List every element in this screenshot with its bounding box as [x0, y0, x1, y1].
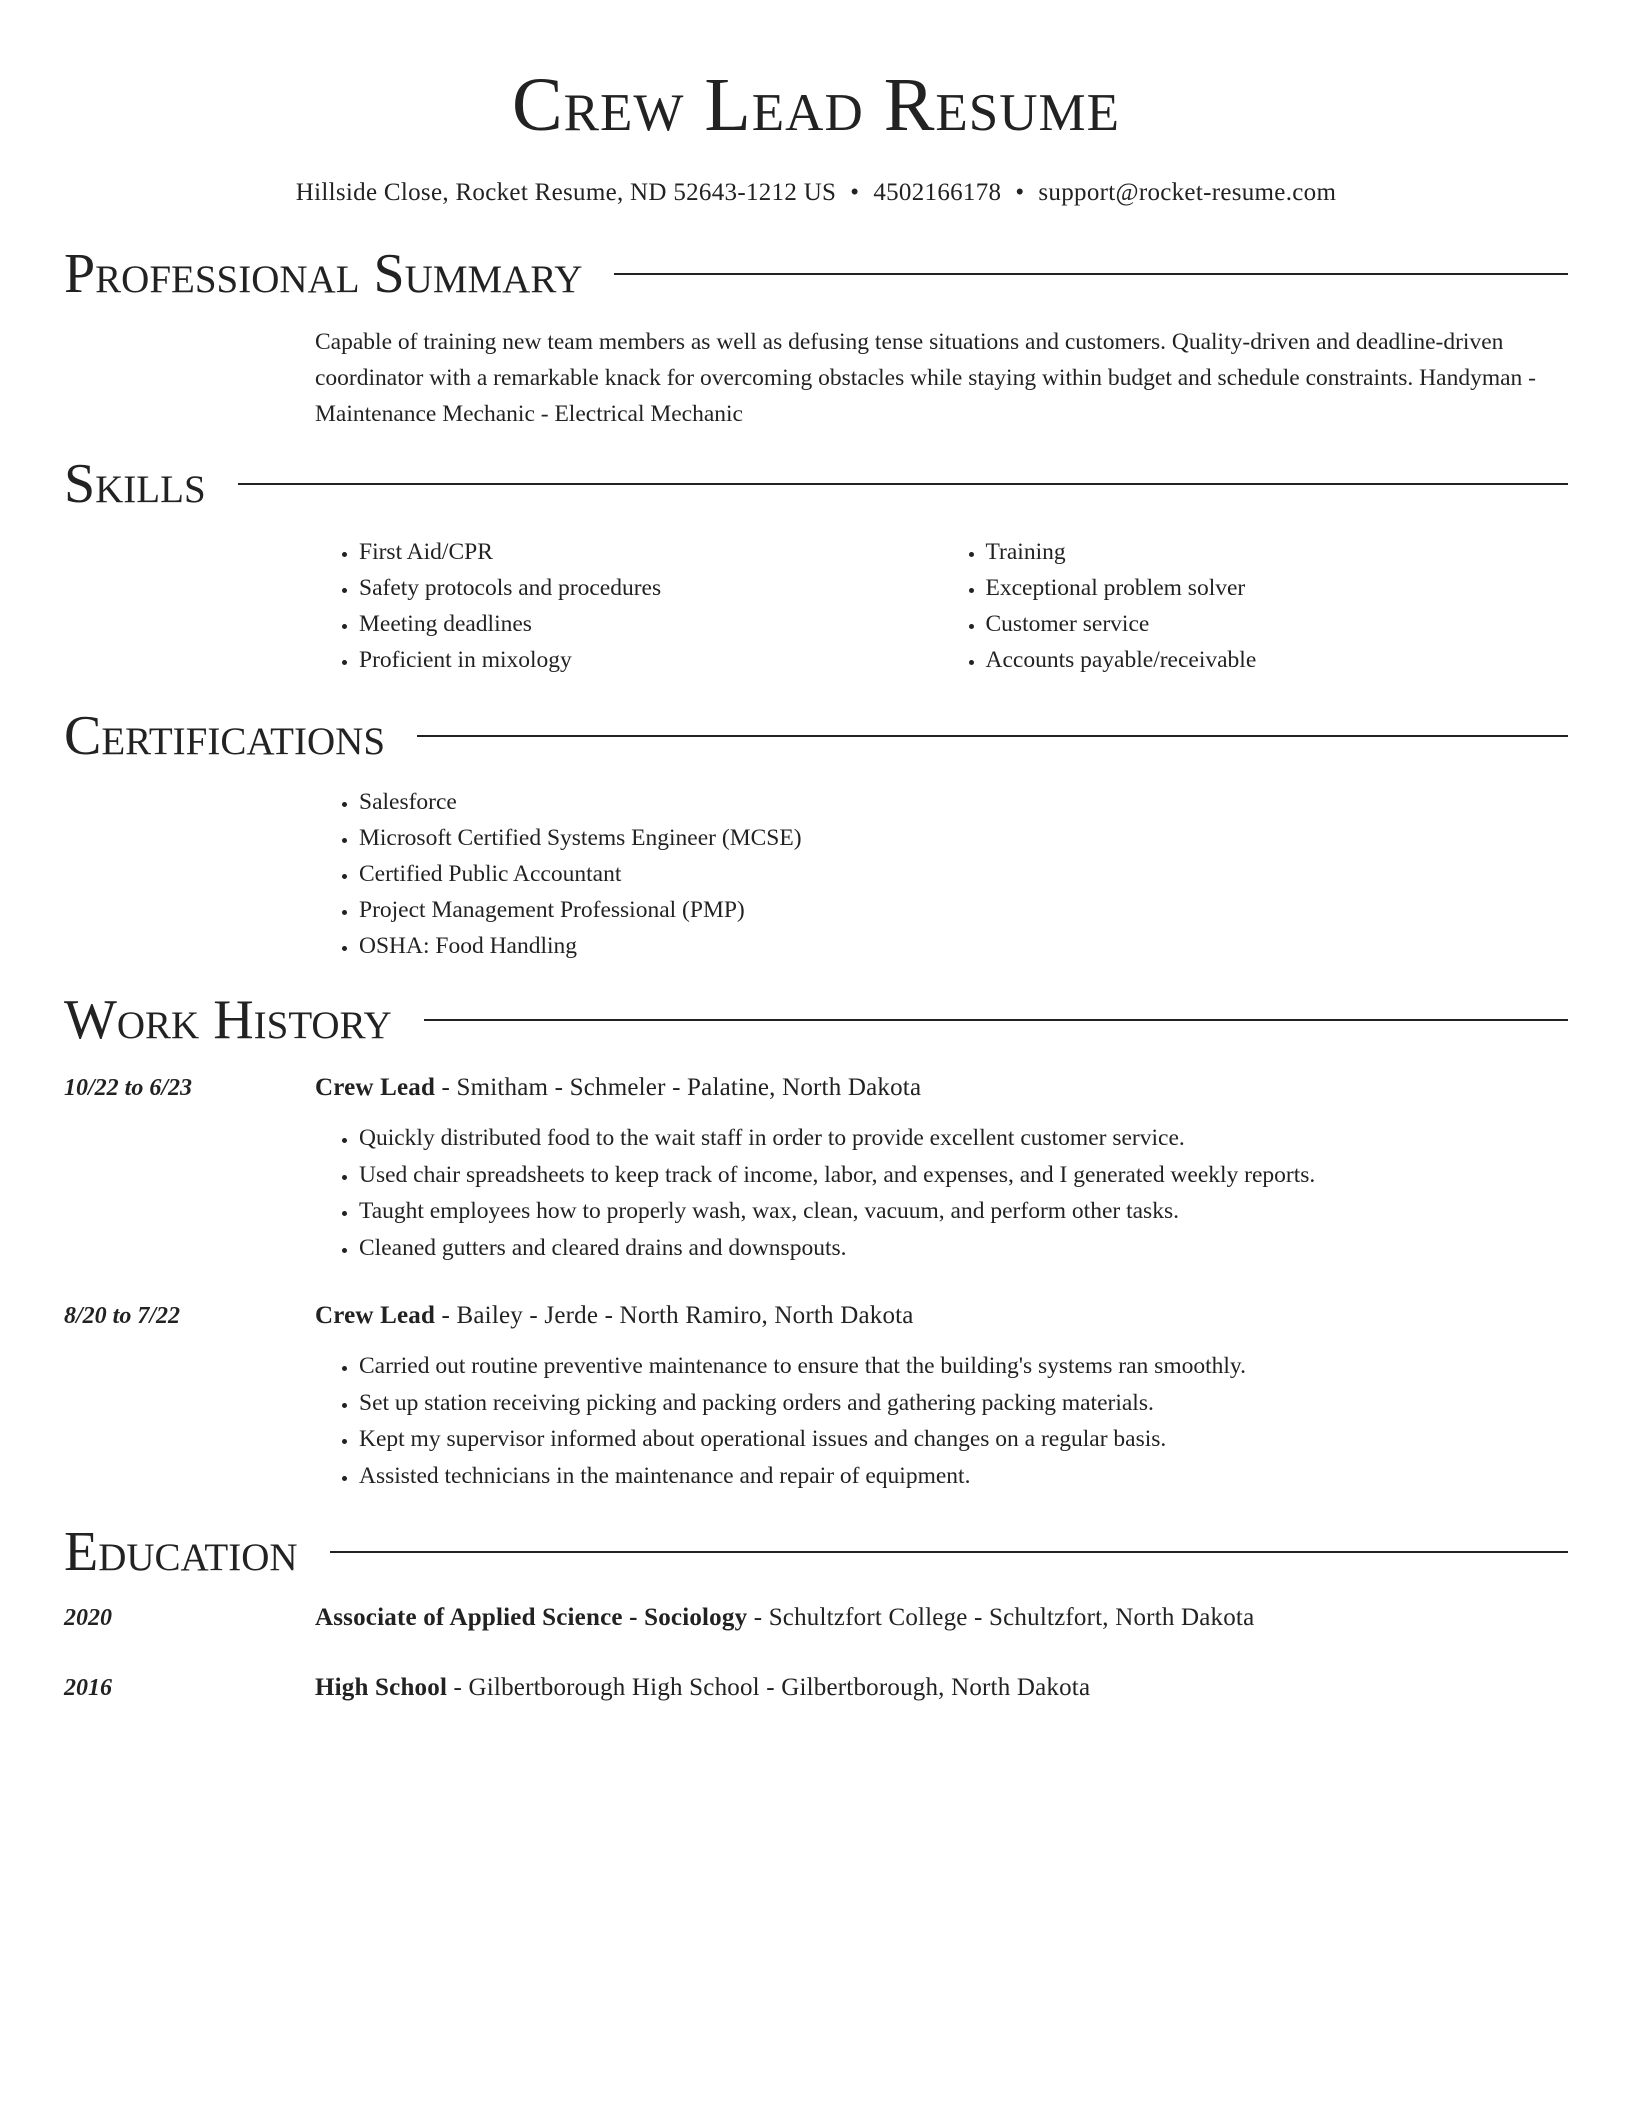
- section-rule: [417, 735, 1568, 737]
- education-entry: [64, 1670, 1568, 1706]
- job-body: [315, 1298, 1568, 1494]
- job-role: Crew Lead: [315, 1302, 436, 1329]
- education-heading: [315, 1670, 1568, 1706]
- section-header: [64, 242, 1568, 306]
- list-item: • Salesforce: [359, 784, 1568, 820]
- contact-line: [64, 178, 1568, 208]
- list-item: • Customer service: [986, 606, 1569, 642]
- job-details: - Smitham - Schmeler - Palatine, North Dakota: [435, 1074, 922, 1101]
- list-item: • Quickly distributed food to the wait staff in order to provide excellent customer service.: [359, 1120, 1568, 1157]
- list-item: • Project Management Professional (PMP): [359, 892, 1568, 928]
- education-heading: [315, 1600, 1568, 1636]
- job-dates: 10/22 to 6/23: [64, 1075, 193, 1101]
- section-title-summary: Professional Summary: [64, 243, 583, 305]
- skills-list-right: [942, 534, 1569, 678]
- list-item: • Cleaned gutters and cleared drains and downspouts.: [359, 1230, 1568, 1267]
- section-rule: [330, 1551, 1568, 1553]
- section-header: [64, 1520, 1568, 1584]
- separator-dot: •: [850, 179, 860, 206]
- education-section: [64, 1520, 1568, 1706]
- section-header: [64, 988, 1568, 1052]
- contact-phone: 4502166178: [873, 179, 1002, 206]
- skills-list-left: [315, 534, 942, 678]
- list-item: • Training: [986, 534, 1569, 570]
- section-header: [64, 452, 1568, 516]
- education-year: 2020: [64, 1605, 112, 1631]
- certifications-section: [64, 704, 1568, 964]
- list-item: • Microsoft Certified Systems Engineer (MCSE): [359, 820, 1568, 856]
- skills-grid: [64, 534, 1568, 678]
- list-item: • Set up station receiving picking and packing orders and gathering packing materials.: [359, 1385, 1568, 1422]
- resume-name: Crew Lead Resume: [511, 63, 1121, 147]
- job-heading: [315, 1298, 1568, 1334]
- contact-email[interactable]: support@rocket-resume.com: [1038, 179, 1337, 206]
- job-heading: [315, 1070, 1568, 1106]
- contact-address: Hillside Close, Rocket Resume, ND 52643-1212 US: [295, 179, 837, 206]
- job-dates: 8/20 to 7/22: [64, 1303, 181, 1329]
- education-school: - Gilbertborough High School - Gilbertborough, North Dakota: [447, 1674, 1091, 1701]
- section-title-skills: Skills: [64, 453, 206, 515]
- education-degree: Associate of Applied Science - Sociology: [315, 1604, 748, 1631]
- list-item: • Exceptional problem solver: [986, 570, 1569, 606]
- job-bullets: [315, 1120, 1568, 1266]
- education-entry: [64, 1600, 1568, 1636]
- list-item: • Kept my supervisor informed about operational issues and changes on a regular basis.: [359, 1421, 1568, 1458]
- list-item: • Assisted technicians in the maintenance and repair of equipment.: [359, 1458, 1568, 1495]
- education-year: 2016: [64, 1675, 112, 1701]
- certifications-body: [64, 784, 1568, 964]
- list-item: • Accounts payable/receivable: [986, 642, 1569, 678]
- section-title-certifications: Certifications: [64, 705, 386, 767]
- list-item: • Proficient in mixology: [359, 642, 942, 678]
- job-entry: [64, 1070, 1568, 1266]
- section-header: [64, 704, 1568, 768]
- job-role: Crew Lead: [315, 1074, 436, 1101]
- education-school: - Schultzfort College - Schultzfort, North Dakota: [747, 1604, 1255, 1631]
- separator-dot: •: [1015, 179, 1025, 206]
- section-rule: [424, 1019, 1568, 1021]
- section-title-education: Education: [64, 1521, 298, 1583]
- summary-text: Capable of training new team members as well as defusing tense situations and customers. Quality-driven and deadline-driven coordinator with a remarkable knack for overcoming obstacles while staying within budget and schedule constraints. Handyman - Maintenance Mechanic - Electrical Mechanic: [315, 329, 1536, 427]
- skills-section: [64, 452, 1568, 678]
- work-section: [64, 988, 1568, 1494]
- list-item: • OSHA: Food Handling: [359, 928, 1568, 964]
- certifications-list: [315, 784, 1568, 964]
- section-title-work: Work History: [64, 989, 392, 1051]
- job-bullets: [315, 1348, 1568, 1494]
- list-item: • Used chair spreadsheets to keep track of income, labor, and expenses, and I generated weekly reports.: [359, 1157, 1568, 1194]
- job-details: - Bailey - Jerde - North Ramiro, North Dakota: [435, 1302, 914, 1329]
- list-item: • Certified Public Accountant: [359, 856, 1568, 892]
- list-item: • First Aid/CPR: [359, 534, 942, 570]
- list-item: • Safety protocols and procedures: [359, 570, 942, 606]
- list-item: • Carried out routine preventive maintenance to ensure that the building's systems ran smoothly.: [359, 1348, 1568, 1385]
- job-entry: [64, 1298, 1568, 1494]
- summary-section: [64, 242, 1568, 432]
- job-body: [315, 1070, 1568, 1266]
- section-rule: [238, 483, 1568, 485]
- list-item: • Meeting deadlines: [359, 606, 942, 642]
- education-degree: High School: [315, 1674, 448, 1701]
- section-rule: [614, 273, 1568, 275]
- list-item: • Taught employees how to properly wash, wax, clean, vacuum, and perform other tasks.: [359, 1193, 1568, 1230]
